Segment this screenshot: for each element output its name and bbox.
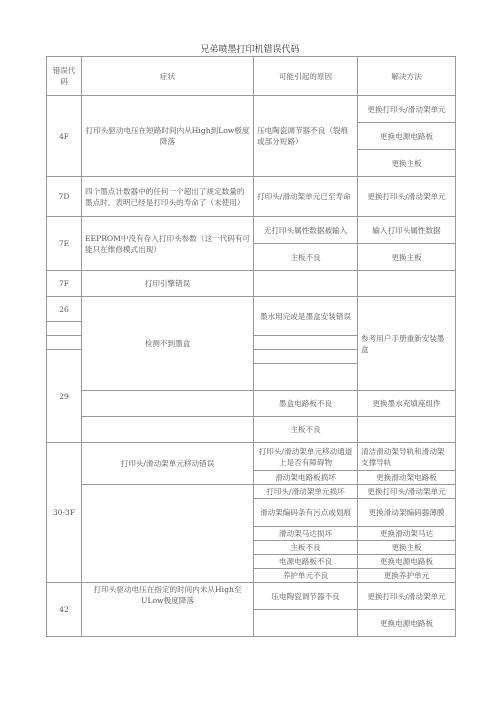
symptom: EEPROM中没有存入打印头参数（这一代码有可能只在维修模式出现）: [82, 217, 254, 271]
table-row: [47, 217, 456, 244]
cause: 无打印头属性数据被输入: [254, 217, 358, 244]
cause: [254, 336, 358, 350]
cause: 压电陶瓷调节器不良（裂痕或部分短路）: [254, 96, 358, 177]
cause: 滑动架马达损坏: [254, 527, 358, 541]
error-code: 7F: [47, 271, 82, 297]
cause: [254, 610, 358, 637]
solution: 更换主板: [358, 244, 456, 271]
solution: 更换电源电路板: [358, 610, 456, 637]
symptom: 打印头/滑动架单元移动错误: [82, 443, 254, 485]
table-row: [47, 96, 456, 123]
solution: 更换主板: [358, 150, 456, 177]
solution: 更换主板: [358, 541, 456, 555]
solution: [358, 417, 456, 443]
solution: 更换打印头/滑动架单元: [358, 177, 456, 217]
solution: 更换电源电路板: [358, 555, 456, 569]
table-row: [47, 417, 456, 443]
solution: 更换打印头/滑动架单元: [358, 583, 456, 610]
error-code-table: [46, 56, 456, 637]
solution: 更换电源电路板: [358, 123, 456, 150]
cause: 主板不良: [254, 417, 358, 443]
error-code: 42: [47, 583, 82, 637]
table-row: [47, 485, 456, 499]
solution: 更换打印头/滑动架单元: [358, 96, 456, 123]
cause: 电源电路板不良: [254, 555, 358, 569]
cause: 养护单元不良: [254, 569, 358, 583]
table-row: [47, 271, 456, 297]
symptom: 四个墨点计数器中的任何一个超出了规定数量的墨点时，表明已经是打印头的寿命了（未使用）: [82, 177, 254, 217]
header-row: [47, 57, 456, 96]
symptom: [82, 417, 254, 443]
error-code: 30-3F: [47, 443, 82, 583]
cause: 打印头/滑动架单元损坏: [254, 485, 358, 499]
solution: 参考用户手册重新安装墨盒: [358, 297, 456, 391]
header-solution: 解决方法: [358, 57, 456, 96]
symptom: 检测不到墨盒: [82, 297, 254, 391]
cause: 打印头/滑动架单元已至寿命: [254, 177, 358, 217]
error-code: [47, 322, 82, 336]
error-code: 26: [47, 297, 82, 322]
solution: [358, 271, 456, 297]
error-code: [47, 336, 82, 350]
symptom: 打印引擎错误: [82, 271, 254, 297]
error-code: 7D: [47, 177, 82, 217]
table-row: [47, 391, 456, 417]
solution: 更换养护单元: [358, 569, 456, 583]
table-row: [47, 443, 456, 471]
cause: 滑动架编码条有污点或划痕: [254, 499, 358, 527]
solution: 更换打印头/滑动架单元: [358, 485, 456, 499]
cause: 打印头/滑动架单元移动通道上是否有障碍物: [254, 443, 358, 471]
symptom: 打印头驱动电压在指定的时间内未从High至ULow极度降落: [82, 583, 254, 637]
header-code: 错误代码: [47, 57, 82, 96]
error-code: 7E: [47, 217, 82, 271]
cause: 压电陶瓷调节器不良: [254, 583, 358, 610]
symptom: 打印头驱动电压在短路时间内从High到Low极度降落: [82, 96, 254, 177]
solution: 更换墨水充填座组件: [358, 391, 456, 417]
header-cause: 可能引起的原因: [254, 57, 358, 96]
solution: 更换滑动架马达: [358, 527, 456, 541]
cause: 主板不良: [254, 244, 358, 271]
symptom: [82, 391, 254, 417]
document-title: 兄弟喷墨打印机错误代码: [200, 45, 300, 55]
symptom: [82, 485, 254, 583]
error-code: 4F: [47, 96, 82, 177]
cause: [254, 364, 358, 391]
error-code: 29: [47, 350, 82, 443]
solution: 输入打印头属性数据: [358, 217, 456, 244]
cause: [254, 271, 358, 297]
solution: 更换滑动架电路板: [358, 471, 456, 485]
solution: 更换滑动架编码器薄膜: [358, 499, 456, 527]
cause: 滑动架电路板损坏: [254, 471, 358, 485]
table-row: [47, 297, 456, 322]
cause: [254, 350, 358, 364]
cause: 主板不良: [254, 541, 358, 555]
solution: 清洁滑动架导轨和滑动架支撑导轨: [358, 443, 456, 471]
table-row: [47, 177, 456, 217]
cause: 墨盒电路板不良: [254, 391, 358, 417]
header-symptom: 症状: [82, 57, 254, 96]
table-row: [47, 583, 456, 610]
cause: 墨水用完或是墨盒安装错误: [254, 297, 358, 336]
